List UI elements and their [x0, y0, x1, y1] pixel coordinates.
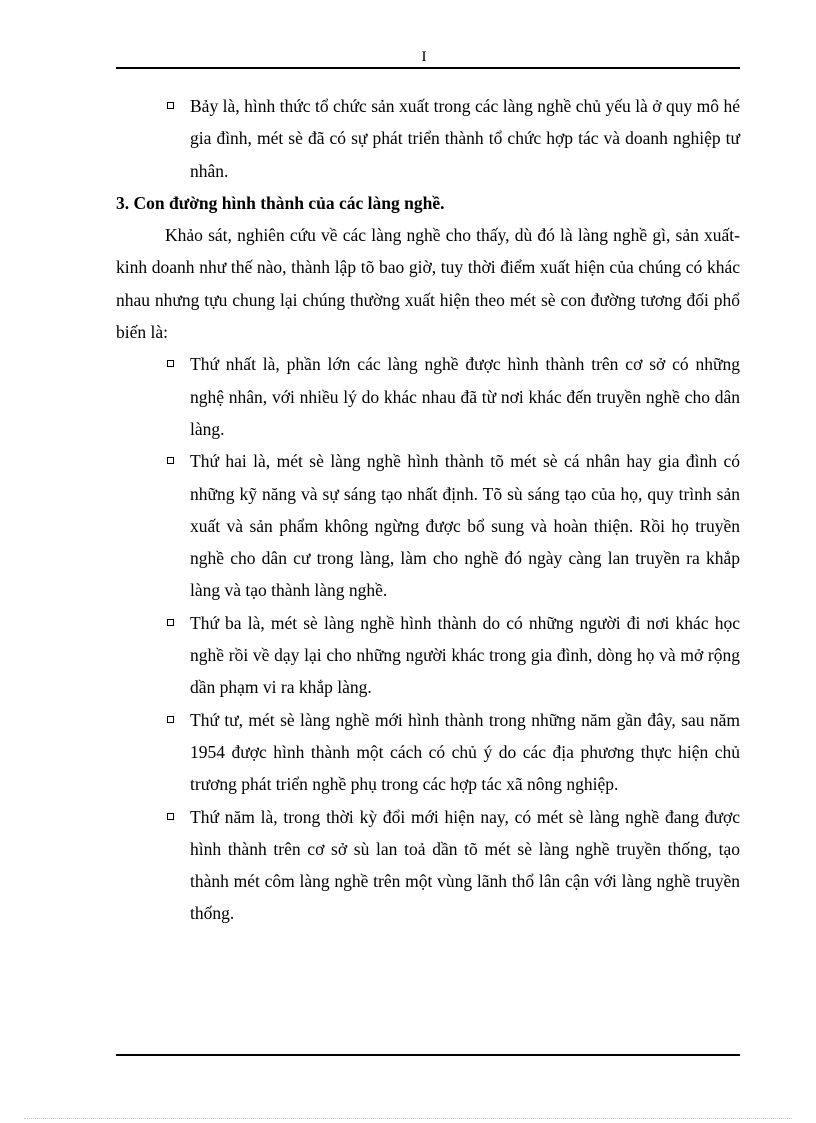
list-item: [116, 445, 740, 606]
section-heading: 3. Con đường hình thành của các làng nghề.: [116, 192, 445, 213]
square-bullet-icon: [167, 619, 174, 626]
body-paragraph: Khảo sát, nghiên cứu về các làng nghề cho thấy, dù đó là làng nghề gì, sản xuất- kinh doanh như thế nào, thành lập tõ bao giờ, tuy thời điểm xuất hiện của chúng có khác nhau nhưng tựu chung lại chúng thường xuất hiện theo mét sè con đường tương đối phổ biến là:: [116, 225, 740, 343]
bullet-text: Thứ hai là, mét sè làng nghề hình thành tõ mét sè cá nhân hay gia đình có những kỹ năng và sự sáng tạo nhất định. Tõ sù sáng tạo của họ, quy trình sản xuất và sản phẩm không ngừng được bổ sung và hoàn thiện. Rồi họ truyền nghề cho dân cư trong làng, làm cho nghề đó ngày càng lan truyền ra khắp làng và tạo thành làng nghề.: [190, 451, 740, 601]
list-item: [116, 801, 740, 930]
bullet-text: Thứ nhất là, phần lớn các làng nghề được hình thành trên cơ sở có những nghệ nhân, với nhiều lý do khác nhau đã từ nơi khác đến truyền nghề cho dân làng.: [190, 354, 740, 439]
square-bullet-icon: [167, 360, 174, 367]
square-bullet-icon: [167, 102, 174, 109]
bullet-text: Thứ ba là, mét sè làng nghề hình thành do có những người đi nơi khác học nghề rồi về dạy lại cho những người khác trong gia đình, dòng họ và mở rộng dần phạm vi ra khắp làng.: [190, 612, 740, 698]
header-rule: [116, 67, 740, 69]
footer-rule: [116, 1054, 740, 1056]
square-bullet-icon: [167, 716, 174, 723]
bullet-text: Bảy là, hình thức tổ chức sản xuất trong các làng nghề chủ yếu là ở quy mô hé gia đình, mét sè đã có sự phát triển thành tổ chức hợp tác và doanh nghiệp tư nhân.: [190, 96, 740, 181]
intro-bullet-item: [116, 90, 740, 187]
bullet-text: Thứ tư, mét sè làng nghề mới hình thành trong những năm gần đây, sau năm 1954 được hình thành một cách có chủ ý do các địa phương thực hiện chủ trương phát triển nghề phụ trong các hợp tác xã nông nghiệp.: [190, 709, 740, 795]
document-body: [116, 90, 740, 930]
page-number: I: [421, 49, 427, 65]
page-edge-divider: [24, 1118, 792, 1119]
list-item: [116, 607, 740, 704]
list-item: [116, 348, 740, 445]
square-bullet-icon: [167, 457, 174, 464]
bullet-text: Thứ năm là, trong thời kỳ đổi mới hiện nay, có mét sè làng nghề đang được hình thành trên cơ sở sù lan toả dần tõ mét sè làng nghề truyền thống, tạo thành mét côm làng nghề trên một vùng lãnh thổ lân cận với làng nghề truyền thống.: [190, 806, 740, 924]
list-item: [116, 704, 740, 801]
square-bullet-icon: [167, 813, 174, 820]
